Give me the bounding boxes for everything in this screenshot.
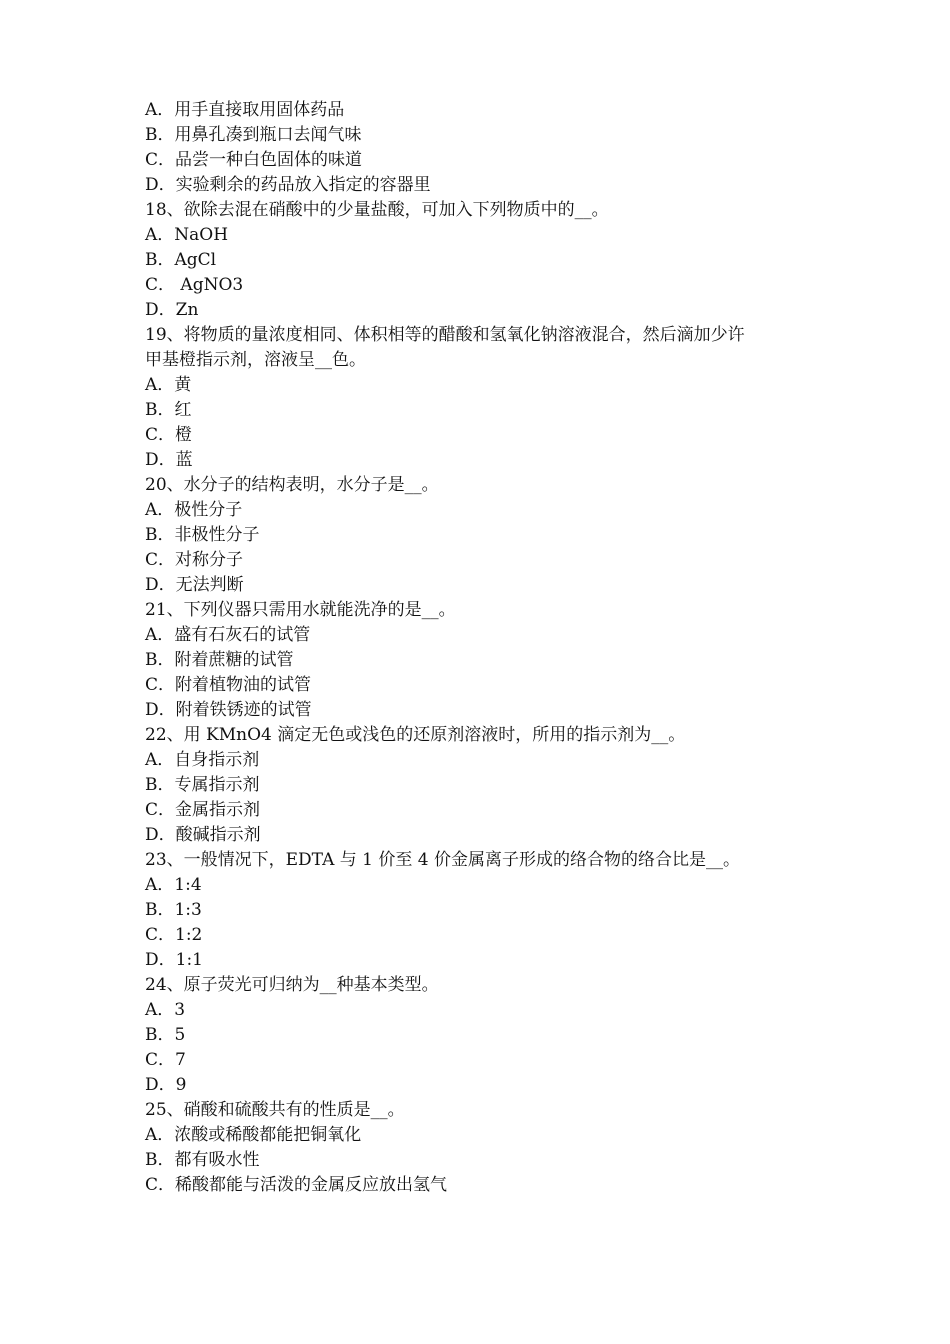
option-line: D．9: [145, 1075, 187, 1095]
option-line: B．用鼻孔凑到瓶口去闻气味: [145, 125, 362, 145]
option-line: A．极性分子: [145, 500, 243, 520]
question-18: 18、欲除去混在硝酸中的少量盐酸，可加入下列物质中的__。: [145, 200, 609, 220]
option-line: B．1:3: [145, 900, 202, 920]
option-line: A．浓酸或稀酸都能把铜氧化: [145, 1125, 362, 1145]
option-line: D．1:1: [145, 950, 203, 970]
option-line: A．自身指示剂: [145, 750, 260, 770]
option-line: A．3: [145, 1000, 186, 1020]
question-22: 22、用 KMnO4 滴定无色或浅色的还原剂溶液时，所用的指示剂为__。: [145, 725, 686, 745]
option-line: C．稀酸都能与活泼的金属反应放出氢气: [145, 1175, 448, 1195]
option-line: C． AgNO3: [145, 275, 244, 295]
option-line: C．橙: [145, 425, 193, 445]
option-line: C．附着植物油的试管: [145, 675, 312, 695]
option-line: B．非极性分子: [145, 525, 260, 545]
option-line: C．金属指示剂: [145, 800, 261, 820]
question-21: 21、下列仪器只需用水就能洗净的是__。: [145, 600, 456, 620]
option-line: D．蓝: [145, 450, 193, 470]
option-line: A．用手直接取用固体药品: [145, 100, 345, 120]
question-19: 19、将物质的量浓度相同、体积相等的醋酸和氢氧化钠溶液混合，然后滴加少许: [145, 325, 745, 345]
option-line: B．专属指示剂: [145, 775, 260, 795]
question-text: [145, 98, 825, 1198]
question-23: 23、一般情况下，EDTA 与 1 价至 4 价金属离子形成的络合物的络合比是__。: [145, 850, 741, 870]
option-line: A．黄: [145, 375, 192, 395]
option-line: C．对称分子: [145, 550, 244, 570]
option-line: B．附着蔗糖的试管: [145, 650, 294, 670]
question-20: 20、水分子的结构表明，水分子是__。: [145, 475, 439, 495]
option-line: C．7: [145, 1050, 186, 1070]
option-line: B．5: [145, 1025, 186, 1045]
option-line: A．NaOH: [145, 225, 229, 245]
option-line: C．1:2: [145, 925, 203, 945]
question-19-continued: 甲基橙指示剂，溶液呈__色。: [145, 350, 366, 370]
option-line: B．AgCl: [145, 250, 217, 270]
question-25: 25、硝酸和硫酸共有的性质是__。: [145, 1100, 405, 1120]
option-line: D．Zn: [145, 300, 199, 320]
option-line: B．都有吸水性: [145, 1150, 260, 1170]
option-line: A．盛有石灰石的试管: [145, 625, 311, 645]
option-line: C．品尝一种白色固体的味道: [145, 150, 363, 170]
option-line: A．1:4: [145, 875, 202, 895]
option-line: D．附着铁锈迹的试管: [145, 700, 312, 720]
option-line: D．实验剩余的药品放入指定的容器里: [145, 175, 431, 195]
option-line: D．无法判断: [145, 575, 244, 595]
option-line: B．红: [145, 400, 192, 420]
option-line: D．酸碱指示剂: [145, 825, 261, 845]
question-24: 24、原子荧光可归纳为__种基本类型。: [145, 975, 439, 995]
